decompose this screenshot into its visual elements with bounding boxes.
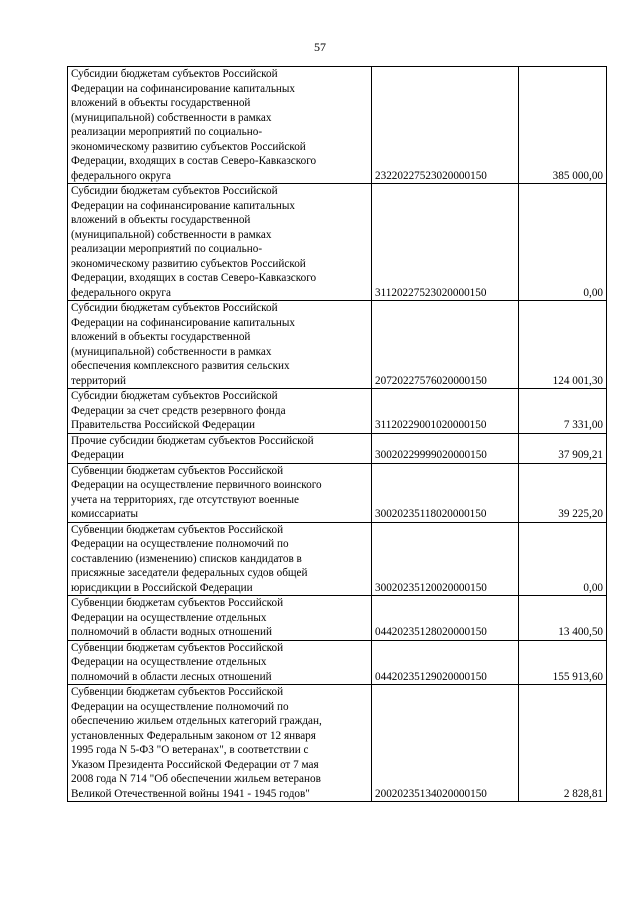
budget-code-cell: 30020235118020000150: [372, 463, 519, 522]
amount-cell: 39 225,20: [519, 463, 607, 522]
table-row: [68, 184, 607, 301]
table-row: [68, 389, 607, 434]
revenue-name-cell: Прочие субсидии бюджетам субъектов Российской Федерации: [68, 433, 372, 463]
revenue-name-cell: Субвенции бюджетам субъектов Российской Федерации на осуществление отдельных полномочий в области водных отношений: [68, 596, 372, 641]
revenue-name-cell: Субсидии бюджетам субъектов Российской Федерации на софинансирование капитальных вложений в объекты государственной (муниципальной) собственности в рамках реализации мероприятий по социально- экономическому развитию субъектов Российской Федерации, входящих в состав Северо-Кавказского федерального округа: [68, 67, 372, 184]
revenue-name-cell: Субвенции бюджетам субъектов Российской Федерации на осуществление полномочий по обеспечению жильем отдельных категорий граждан, установленных Федеральным законом от 12 января 1995 года N 5-ФЗ "О ветеранах", в соответствии с Указом Президента Российской Федерации от 7 мая 2008 года N 714 "Об обеспечении жильем ветеранов Великой Отечественной войны 1941 - 1945 годов": [68, 685, 372, 802]
budget-code-cell: 20720227576020000150: [372, 301, 519, 389]
budget-code-cell: 20020235134020000150: [372, 685, 519, 802]
revenue-name-cell: Субсидии бюджетам субъектов Российской Федерации за счет средств резервного фонда Правительства Российской Федерации: [68, 389, 372, 434]
amount-cell: 37 909,21: [519, 433, 607, 463]
table-row: [68, 596, 607, 641]
amount-cell: 155 913,60: [519, 640, 607, 685]
budget-code-cell: 31120229001020000150: [372, 389, 519, 434]
amount-cell: 385 000,00: [519, 67, 607, 184]
revenue-name-cell: Субвенции бюджетам субъектов Российской Федерации на осуществление первичного воинского учета на территориях, где отсутствуют военные комиссариаты: [68, 463, 372, 522]
revenue-name-cell: Субвенции бюджетам субъектов Российской Федерации на осуществление отдельных полномочий в области лесных отношений: [68, 640, 372, 685]
revenue-name-cell: Субвенции бюджетам субъектов Российской Федерации на осуществление полномочий по составлению (изменению) списков кандидатов в присяжные заседатели федеральных судов общей юрисдикции в Российской Федерации: [68, 522, 372, 596]
amount-cell: 13 400,50: [519, 596, 607, 641]
amount-cell: 124 001,30: [519, 301, 607, 389]
table-row: [68, 67, 607, 184]
table-row: [68, 463, 607, 522]
table-row: [68, 685, 607, 802]
table-row: [68, 433, 607, 463]
amount-cell: 0,00: [519, 184, 607, 301]
budget-code-cell: 23220227523020000150: [372, 67, 519, 184]
page-number: 57: [314, 40, 326, 54]
budget-revenue-table: [67, 66, 607, 802]
revenue-name-cell: Субсидии бюджетам субъектов Российской Федерации на софинансирование капитальных вложений в объекты государственной (муниципальной) собственности в рамках реализации мероприятий по социально- экономическому развитию субъектов Российской Федерации, входящих в состав Северо-Кавказского федерального округа: [68, 184, 372, 301]
table-row: [68, 522, 607, 596]
table-row: [68, 640, 607, 685]
amount-cell: 0,00: [519, 522, 607, 596]
budget-code-cell: 30020235120020000150: [372, 522, 519, 596]
table-row: [68, 301, 607, 389]
amount-cell: 7 331,00: [519, 389, 607, 434]
budget-code-cell: 30020229999020000150: [372, 433, 519, 463]
amount-cell: 2 828,81: [519, 685, 607, 802]
budget-code-cell: 04420235129020000150: [372, 640, 519, 685]
revenue-name-cell: Субсидии бюджетам субъектов Российской Федерации на софинансирование капитальных вложений в объекты государственной (муниципальной) собственности в рамках обеспечения комплексного развития сельских территорий: [68, 301, 372, 389]
budget-code-cell: 31120227523020000150: [372, 184, 519, 301]
budget-code-cell: 04420235128020000150: [372, 596, 519, 641]
